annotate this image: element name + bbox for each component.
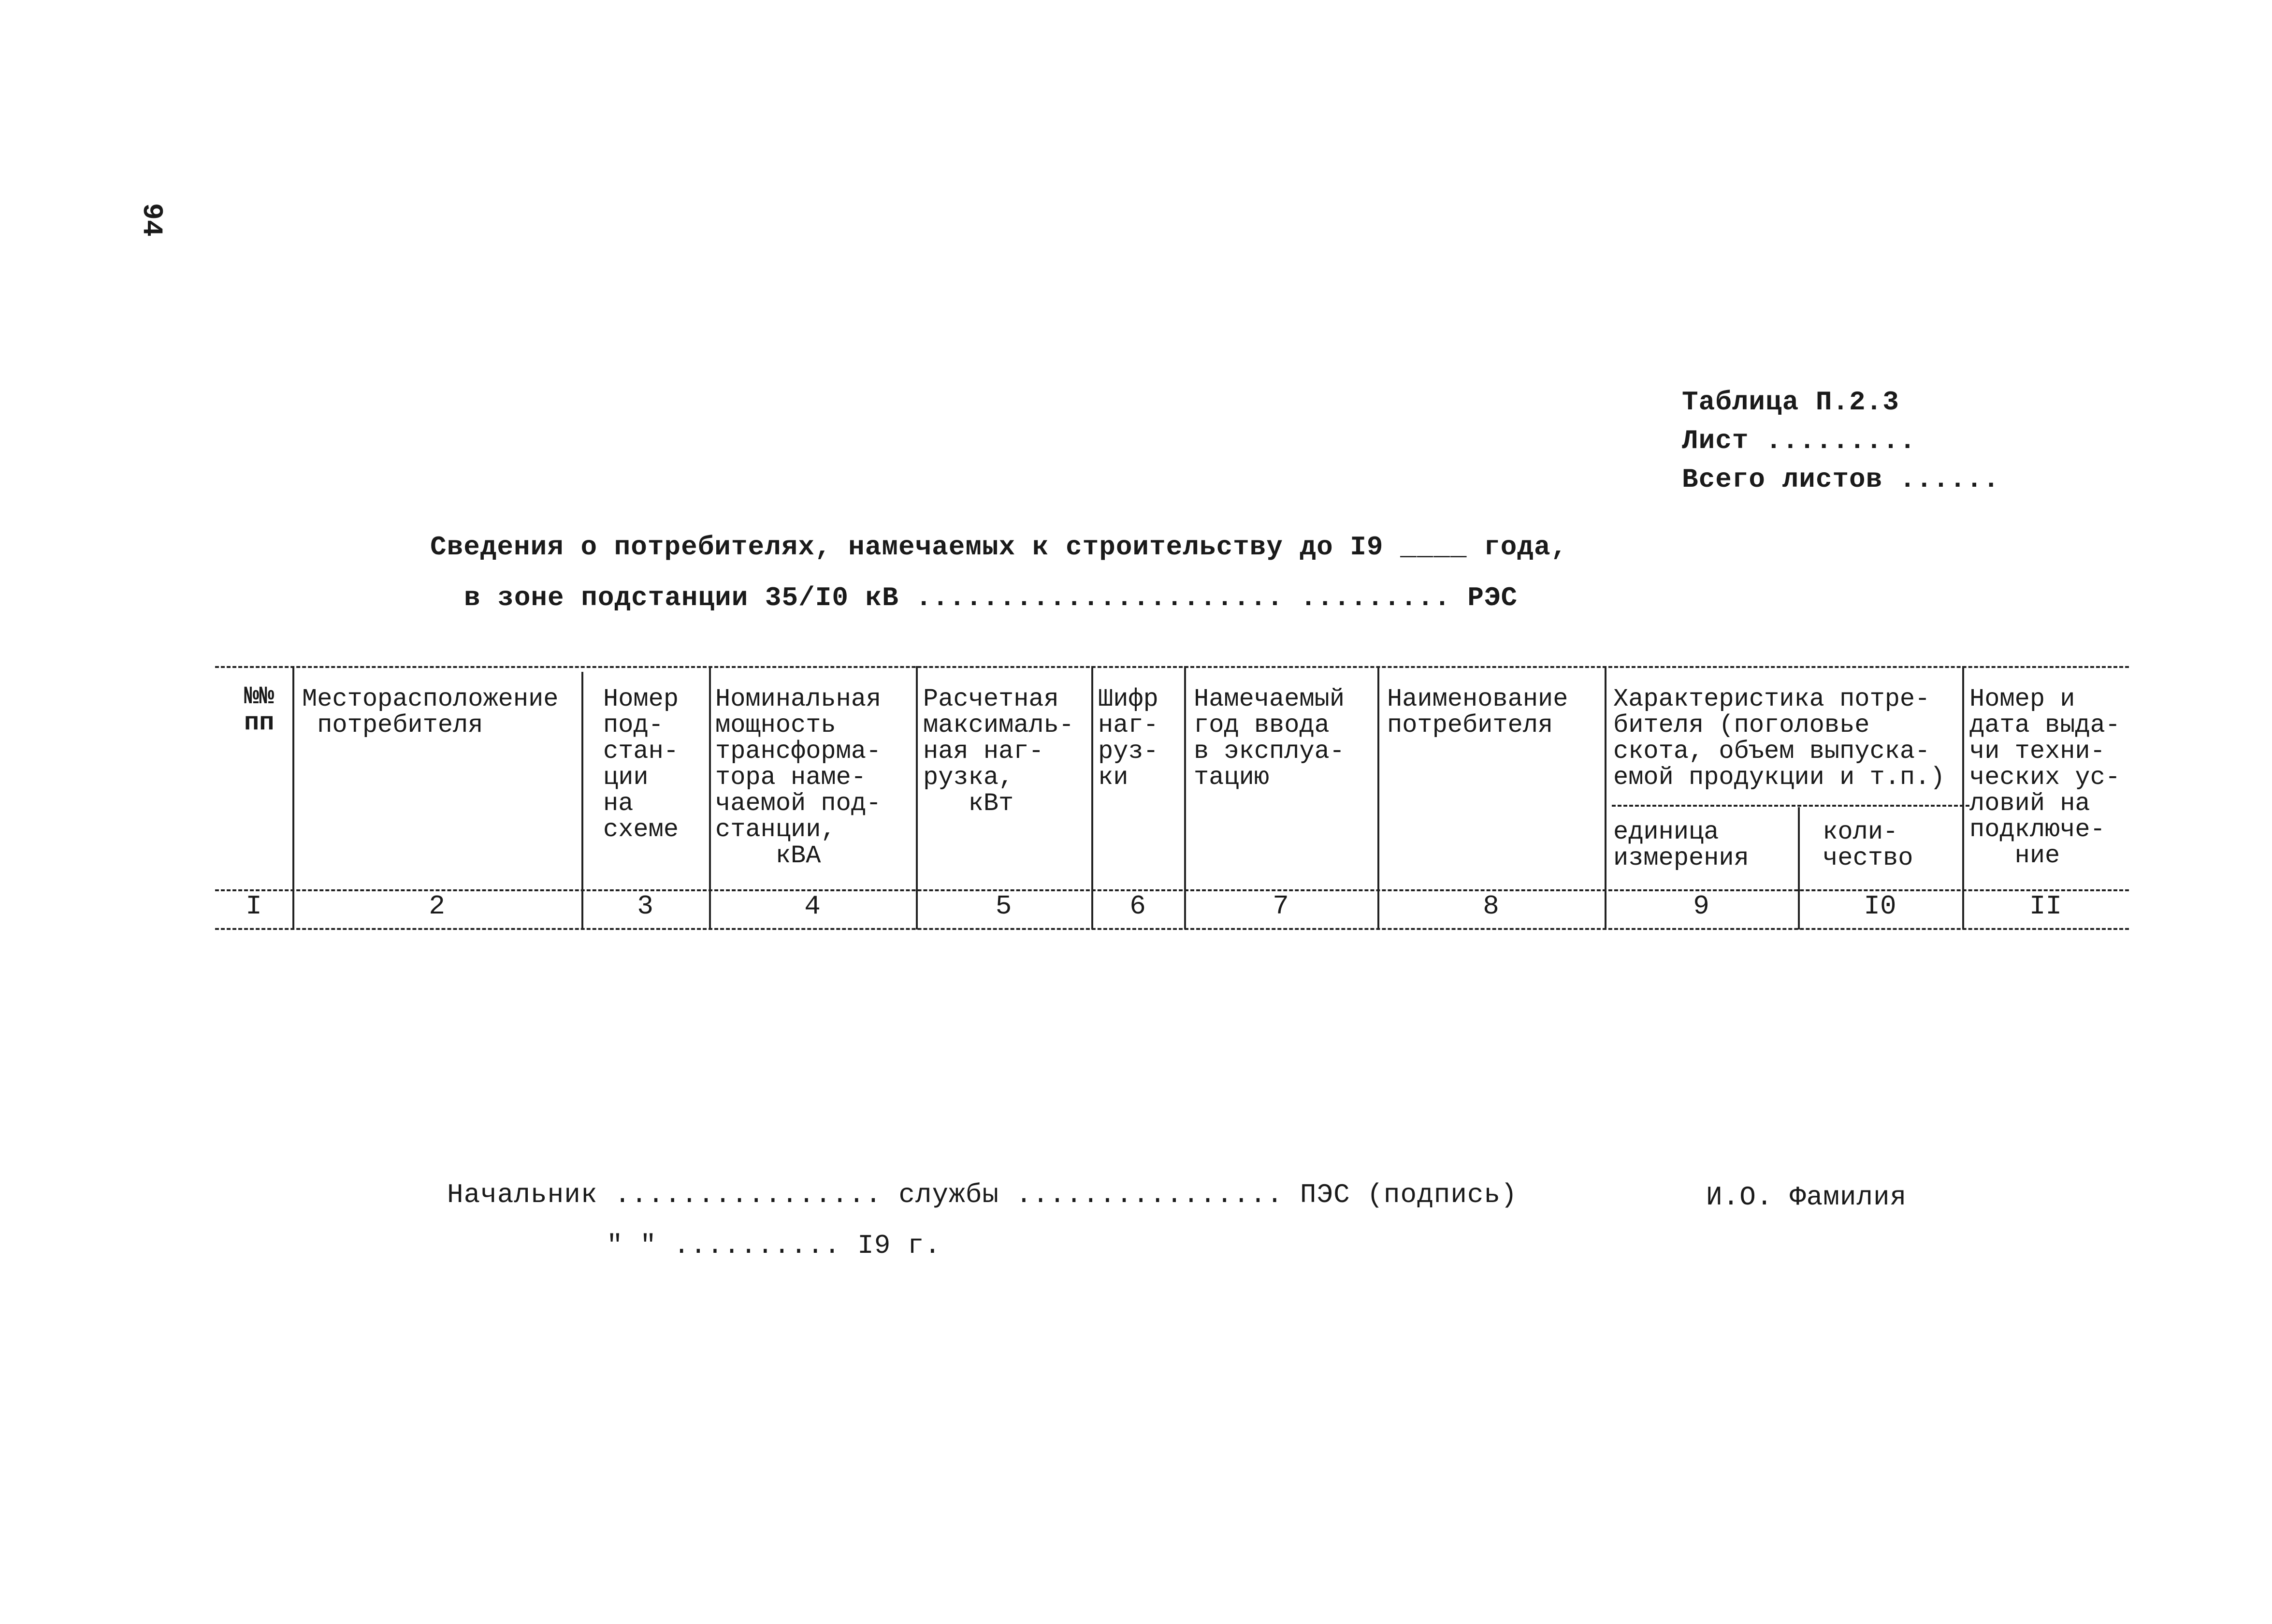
page-number: 94 <box>135 203 167 237</box>
table-label: Таблица П.2.3 <box>1682 387 1899 418</box>
col-divider <box>1091 666 1093 929</box>
header-cell-4: Номинальная мощность трансформа- тора наме- чаемой под- станции, кВА <box>715 685 882 870</box>
header-cell-8: Наименование потребителя <box>1387 685 1568 740</box>
col-divider <box>1962 666 1964 929</box>
sheet-line: Лист ......... <box>1682 425 1916 456</box>
column-number: 3 <box>637 891 653 922</box>
chief-signature-line: Начальник ................ службы ................ ПЭС (подпись) <box>447 1179 1518 1210</box>
heading-line-1: Сведения о потребителях, намечаемых к строительству до I9 ____ года, <box>430 532 1568 563</box>
header-cell-7: Намечаемый год ввода в эксплуа- тацию <box>1194 685 1345 792</box>
column-number: 5 <box>995 891 1012 922</box>
column-number: 6 <box>1129 891 1146 922</box>
col-divider <box>1605 666 1606 929</box>
subheader-divider <box>1612 805 1969 807</box>
column-number: 7 <box>1273 891 1289 922</box>
column-number: II <box>2029 891 2062 922</box>
signatory-name: И.О. Фамилия <box>1706 1182 1907 1213</box>
header-cell-9: Характеристика потре- бителя (поголовье скота, объем выпуска- емой продукции и т.п.) <box>1613 685 1945 792</box>
column-number: I <box>246 891 262 922</box>
table-top-border <box>215 666 2129 668</box>
header-cell-2: Месторасположение потребителя <box>302 685 559 740</box>
date-line: " " .......... I9 г. <box>607 1230 941 1261</box>
header-cell-11: Номер и дата выда- чи техни- ческих ус- ловий на подключе- ние <box>1969 685 2121 870</box>
subheader-unit: единица измерения <box>1613 818 1749 872</box>
total-sheets-line: Всего листов ...... <box>1682 464 2000 495</box>
subheader-quantity: коли- чество <box>1823 818 1913 872</box>
table-bottom-border <box>215 928 2129 930</box>
col-divider <box>1184 666 1186 929</box>
header-cell-1: №№ пп <box>244 682 275 737</box>
header-cell-5: Расчетная максималь- ная наг- рузка, кВт <box>923 685 1074 818</box>
heading-line-2: в зоне подстанции 35/I0 кВ ...................... ......... РЭС <box>464 582 1518 613</box>
col-divider <box>709 666 711 929</box>
column-number: I0 <box>1864 891 1896 922</box>
column-number: 8 <box>1483 891 1499 922</box>
column-number: 9 <box>1693 891 1709 922</box>
header-cell-6: Шифр наг- руз- ки <box>1098 685 1158 792</box>
col-divider <box>1377 666 1379 929</box>
header-cell-3: Номер под- стан- ции на схеме <box>603 685 679 844</box>
column-number: 4 <box>804 891 821 922</box>
column-number: 2 <box>429 891 445 922</box>
col-divider <box>916 666 918 929</box>
col-divider <box>292 666 294 929</box>
